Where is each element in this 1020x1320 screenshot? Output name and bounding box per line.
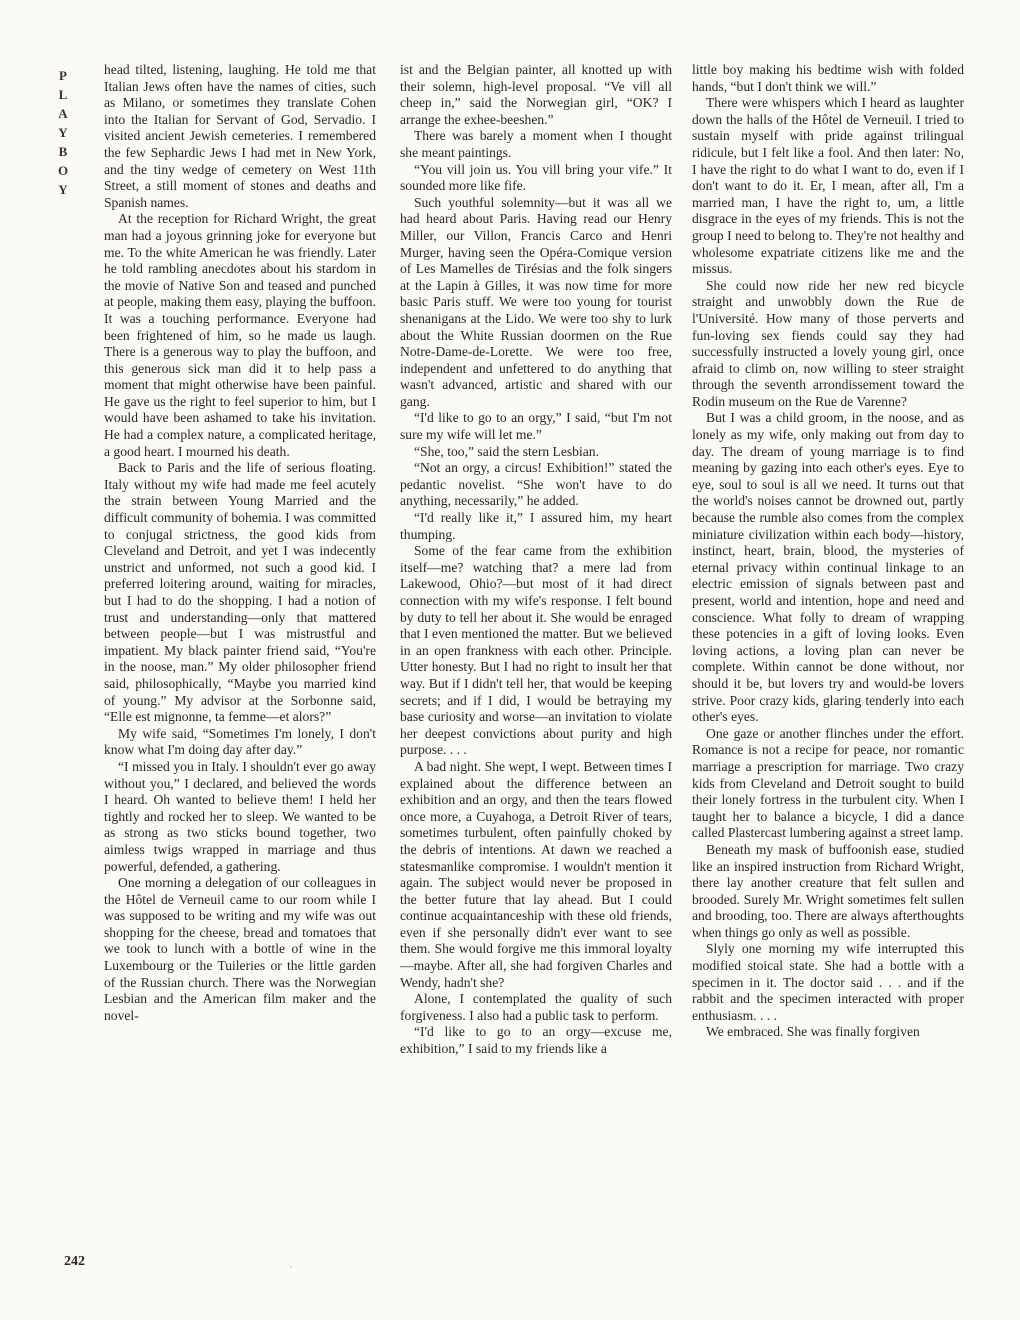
paragraph: She could now ride her new red bicycle straight and unwobbly down the Rue de l'Université. How many of those perverts and fun-loving sex fiends could say they had successfully instructed a lovely young girl, once afraid to climb on, now willing to steer straight through the seventh arrondissement toward the Rodin museum on the Rue de Varenne? [692,277,964,409]
paragraph: One morning a delegation of our colleagues in the Hôtel de Verneuil came to our room while I was supposed to be writing and my wife was out shopping for the cheese, bread and tomatoes that we took to lunch with a bottle of wine in the Luxembourg or the Tuileries or the little garden of the Russian church. There was the Norwegian Lesbian and the American film maker and the novel- [104,875,376,1023]
paragraph: “You vill join us. You vill bring your vife.” It sounded more like fife. [400,161,672,194]
paragraph: “I missed you in Italy. I shouldn't ever go away without you,” I declared, and believed the words I heard. Oh wanted to believe them! I held her tightly and rocked her to sleep. We wanted to be as strong as two sticks bound together, two aimless twigs wrapped in marriage and thus powerful, defended, a gathering. [104,758,376,874]
paragraph: Some of the fear came from the exhibition itself—me? watching that? a mere lad from Lakewood, Ohio?—but most of it had direct connection with my wife's response. I felt bound by duty to tell her about it. She would be enraged that I even mentioned the matter. But we believed in an open frankness with each other. Principle. Utter honesty. But I had no right to insult her that way. But if I didn't tell her, that would be keeping secrets; and if I did, I would be betraying my base curiosity and worse—an invitation to violate her deepest convictions about purity and high purpose. . . . [400,543,672,758]
column-1 [104,62,376,1262]
paragraph: “Not an orgy, a circus! Exhibition!” stated the pedantic novelist. “She won't have to do anything, necessarily,” he added. [400,460,672,509]
paragraph: One gaze or another flinches under the effort. Romance is not a recipe for peace, nor romantic marriage a prescription for marriage. Two crazy kids from Cleveland and Detroit sought to build their lonely fortress in the turbulent city. When I taught her to balance a bicycle, I did a dance called Plastercast lumbering against a street lamp. [692,725,964,841]
paragraph: “I'd like to go to an orgy—excuse me, exhibition,” I said to my friends like a [400,1024,672,1057]
paragraph: “I'd really like it,” I assured him, my heart thumping. [400,510,672,542]
column-2 [400,62,672,1262]
paragraph: “She, too,” said the stern Lesbian. [414,443,599,459]
paragraph: There was barely a moment when I thought she meant paintings. [400,128,672,160]
paragraph: ist and the Belgian painter, all knotted up with their solemn, high-level proposal. “Ve vill all cheep in,” said the Norwegian girl, “OK? I arrange the exhee-beeshen.” [400,62,672,127]
paragraph: At the reception for Richard Wright, the great man had a joyous grinning joke for everyone but me. To the white American he was friendly. Later he told rambling anecdotes about his stardom in the movie of Native Son and teased and punched at people, making them easy, playing the buffoon. It was a touching performance. Everyone had been frightened of him, so he made us laugh. There is a generous way to play the buffoon, and this generous sick man did it to help pass a moment that might otherwise have been painful. He gave us the right to feel superior to him, but I would have been ashamed to take his invitation. He had a complex nature, a complicated heritage, a good heart. I mourned his death. [104,211,376,459]
paragraph: We embraced. She was finally forgiven [706,1024,920,1040]
paragraph: Back to Paris and the life of serious floating. Italy without my wife had made me feel acutely the strain between Young Married and the difficult community of bohemia. I was committed to conjugal strictness, the good kids from Cleveland and Detroit, and yet I was indecently unstrict and unformed, not such a good kid. I preferred loitering around, waiting for miracles, but I had to do the shopping. I had a notion of trust and understanding—only that mattered between people—but I was mistrustful and impatient. My black painter friend said, “You're in the noose, man.” My older philosopher friend said, philosophically, “Maybe you married kind of young.” My advisor at the Sorbonne said, “Elle est mignonne, ta femme—et alors?” [104,460,376,725]
paragraph: There were whispers which I heard as laughter down the halls of the Hôtel de Verneuil. I tried to sustain myself with pride against trilingual ridicule, but I felt like a fool. And then later: No, I have the right to do what I want to do, even if I don't want to do it. Er, I mean, after all, I'm a married man, I have the right to, um, a little disgrace in the eyes of my friends. This is not the group I need to belong to. They're not healthy and wholesome expatriate citizens like me and the missus. [692,95,964,277]
magazine-name: PLAYBOY [57,68,69,197]
paragraph: Beneath my mask of buffoonish ease, studied like an inspired instruction from Richard Wright, there lay another creature that felt sullen and brooded. Surely Mr. Wright sometimes felt sullen and brooding, too. There are always afterthoughts when things go only as well as possible. [692,841,964,940]
paragraph: head tilted, listening, laughing. He told me that Italian Jews often have the names of cities, such as Milano, or sometimes they translate Cohen into the Italian for Servant of God, Servadio. I visited ancient Jewish cemeteries. I remembered the few Sephardic Jews I had met in New York, and the tiny wedge of cemetery on West 11th Street, a still moment of stones and deaths and Spanish names. [104,62,376,210]
paragraph: Alone, I contemplated the quality of such forgiveness. I also had a public task to perform. [400,991,672,1023]
column-3 [692,62,964,1262]
print-speck [290,1266,292,1268]
paragraph: little boy making his bedtime wish with folded hands, “but I don't think we will.” [692,62,964,94]
paragraph: A bad night. She wept, I wept. Between times I explained about the difference between an exhibition and an orgy, and then the tears flowed once more, a Cuyahoga, a Detroit River of tears, sometimes turbulent, often painfully choked by the debris of intentions. At dawn we reached a statesmanlike compromise. I wouldn't mention it again. The subject would never be proposed in the better future that lay ahead. But I could continue acquaintanceship with these old friends, even if she personally didn't ever want to see them. She would forgive me this immoral loyalty—maybe. After all, she had forgiven Charles and Wendy, hadn't she? [400,758,672,990]
paragraph: But I was a child groom, in the noose, and as lonely as my wife, only making out from day to day. The dream of young marriage is to find meaning by gazing into each other's eyes. Eye to eye, soul to soul is all we need. It turns out that the world's noises cannot be drowned out, partly because the rumble also comes from the complex miniature civilization within each body—history, instinct, heart, brain, blood, the mysteries of eternal privacy within continual linkage to an electric emission of signals between past and present, world and intention, hope and need and conscience. What folly to dream of wrapping these potencies in a gift of loving looks. Even loving actions, a loving plan can never be complete. Within cannot be done without, nor should it be, but lovers try and would-be lovers strive. Poor crazy kids, glaring tenderly into each other's eyes. [692,410,964,725]
paragraph: Slyly one morning my wife interrupted this modified stoical state. She had a bottle with a specimen in it. The doctor said . . . and if the rabbit and the specimen interacted with proper enthusiasm. . . . [692,941,964,1023]
paragraph: My wife said, “Sometimes I'm lonely, I don't know what I'm doing day after day.” [104,725,376,758]
paragraph: “I'd like to go to an orgy,” I said, “but I'm not sure my wife will let me.” [400,410,672,443]
page-number: 242 [64,1254,85,1269]
paragraph: Such youthful solemnity—but it was all we had heard about Paris. Having read our Henry Miller, our Villon, Francis Carco and Henri Murger, having seen the Opéra-Comique version of Les Mamelles de Tirésias and the folk singers at the Lapin à Gilles, it was now time for more basic Paris stuff. We were too young for tourist shenanigans at the Lido. We were too shy to lurk about the White Russian doormen on the Rue Notre-Dame-de-Lorette. We were too free, independent and unfettered to do anything that wasn't advanced, artistic and shared with our gang. [400,194,672,409]
